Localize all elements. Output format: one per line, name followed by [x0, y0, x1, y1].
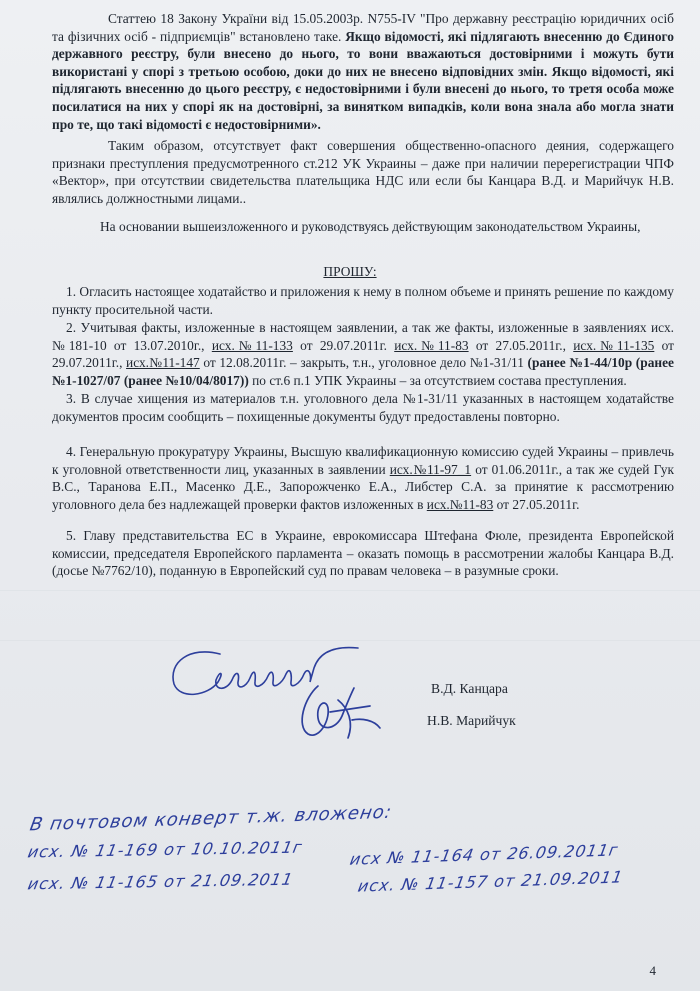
signatory-1-name: В.Д. Канцара [431, 681, 508, 696]
handwritten-note-line-1: В почтовом конверт т.ж. вложено: [28, 801, 394, 836]
request-item-3: 3. В случае хищения из материалов т.н. уголовного дела №1-31/11 указанных в настоящем ходатайстве документов просим сообщить – похищенные документы будут предоставлены повторно. [52, 391, 674, 424]
ref-link: исх.№11-83 [426, 496, 494, 512]
ref-link: исх.№11-133 [211, 337, 293, 353]
request-item-5: 5. Главу представительства ЕС в Украине, еврокомиссара Штефана Фюле, президента Европейской комиссии, председателя Европейского парламента – оказать помощь в рассмотрении жалобы Канцара В.Д. (досье №7762/10), поданную в Европейский суд по правам человека – в разумные сроки. [52, 528, 674, 579]
request-item-1: 1. Огласить настоящее ходатайство и приложения к нему в полном объеме и принять решение по каждому пункту просительной части. [52, 284, 674, 317]
signature-2-icon [278, 678, 388, 748]
handwritten-ref-4: исх. № 11-157 от 21.09.2011 [356, 867, 625, 896]
request-heading-text: ПРОШУ: [323, 264, 377, 279]
ref-link: исх.№11-97_1 [389, 461, 472, 477]
signatory-2-name: Н.В. Марийчук [427, 713, 516, 728]
law-quote-bold: Якщо відомості, які підлягають внесенню до Єдиного державного реєстру, були внесено до нього, то вони вважаються достовірними і можуть бути використані у спорі з третьою особою, доки до них не внесено відповідних змін. Якщо відомості, які підлягають внесенню до цього реєстру, є недостовірними і були внесені до нього, то третя особа може посилатися на них у спорі як на достовірні, за винятком випадків, коли вона знала або могла знати про те, що такі відомості є недостовірними». [52, 28, 674, 132]
handwritten-ref-3: исх. № 11-165 от 21.09.2011 [26, 869, 295, 894]
ref-link: исх.№11-83 [394, 337, 469, 353]
handwritten-ref-2: исх № 11-164 от 26.09.2011г [348, 840, 621, 869]
prior-case-numbers: (ранее №1-44/10р (ранее №1-1027/07 (ранее №10/04/8017)) [52, 355, 674, 388]
page-number: 4 [649, 963, 656, 978]
request-item-2: 2. Учитывая факты, изложенные в настоящем заявлении, а так же факты, изложенные в заявлениях исх.№181-10 от 13.07.2010г., исх.№11-133 от 29.07.2011г. исх.№11-83 от 27.05.2011г., исх.№11-135 от 29.07.2011г., исх.№11-147 от 12.08.2011г. – закрыть, т.н., уголовное дело №1-31/11 (ранее №1-44/10р (ранее №1-1027/07 (ранее №10/04/8017)) по ст.6 п.1 УПК Украины – за отсутствием состава преступления. [52, 320, 674, 388]
law-quote-paragraph [52, 10, 674, 133]
request-item-4: 4. Генеральную прокуратуру Украины, Высшую квалификационную комиссию судей Украины – привлечь к уголовной ответственности лиц, указанных в заявлении исх.№11-97_1 от 01.06.2011г., а так же судей Гук В.С., Таранова Е.П., Масенко Д.Е., Запорожченко Е.А., Либстер С.А. за принятие к рассмотрению уголовного дела без надлежащей проверки фактов изложенных в исх.№11-83 от 27.05.2011г. [52, 444, 674, 512]
conclusion-paragraph: Таким образом, отсутствует факт совершения общественно-опасного деяния, содержащего признаки преступления предусмотренного ст.212 УК Украины – даже при наличии перерегистрации ЧПФ «Вектор», при отсутствии свидетельства плательщика НДС или если бы Канцара В.Д. и Марийчук Н.В. являлись должностными лицами.. [52, 138, 674, 206]
law-quote-plain: Статтею 18 Закону України від 15.05.2003р. N755-IV "Про державну реєстрацію юридичних осіб та фізичних осіб - підприємців" встановлено таке. [52, 11, 674, 44]
ref-link: исх.№11-147 [126, 355, 200, 371]
basis-paragraph: На основании вышеизложенного и руководствуясь действующим законодательством Украины, [100, 219, 641, 234]
ref-link: исх.№11-135 [573, 337, 655, 353]
handwritten-ref-1: исх. № 11-169 от 10.10.2011г [26, 837, 305, 862]
request-heading [0, 264, 700, 280]
